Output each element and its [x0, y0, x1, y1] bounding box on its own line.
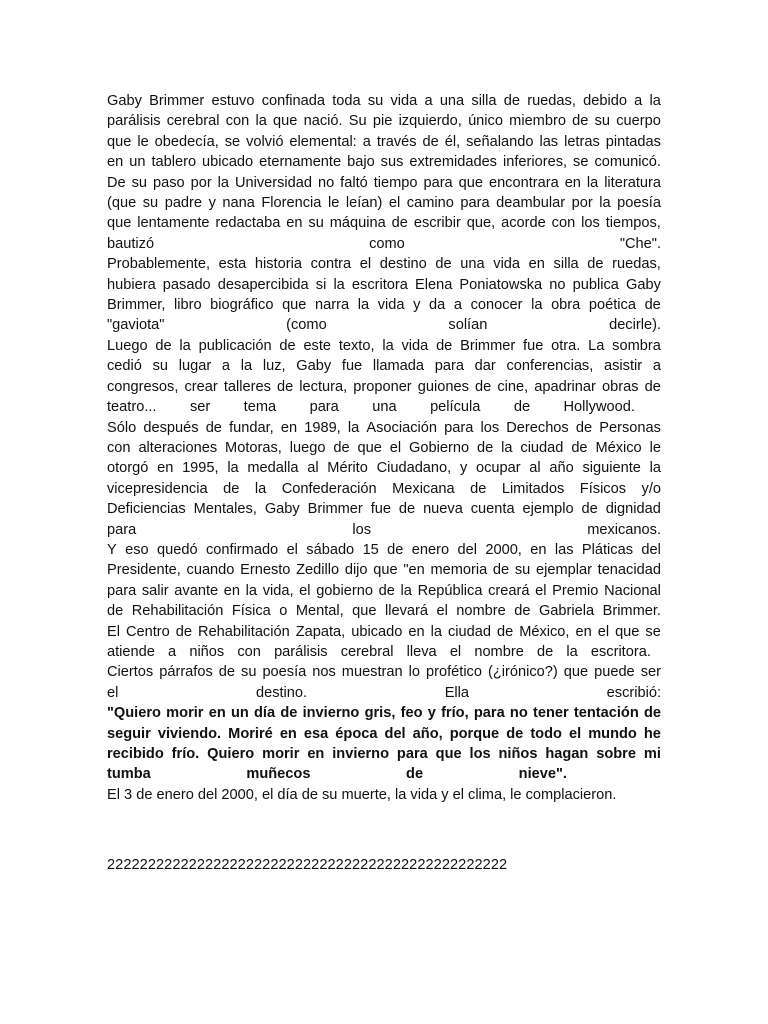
text-line: congresos, crear talleres de lectura, proponer guiones de cine, apadrinar obras de	[107, 378, 661, 395]
text-line: en un tablero ubicado eternamente bajo sus extremidades inferiores, se comunicó.	[107, 154, 661, 171]
text-line: Probablemente, esta historia contra el destino de una vida en silla de ruedas,	[107, 256, 661, 273]
text-line: para salir avante en la vida, el gobierno de la República creará el Premio Nacional	[107, 582, 661, 599]
text-line: que lentamente redactaba en su máquina de escribir que, acorde con los tiempos,	[107, 215, 661, 232]
text-line: parálisis cerebral con la que nació. Su pie izquierdo, único miembro de su cuerpo	[107, 113, 661, 130]
text-line: para los mexicanos.	[107, 521, 661, 538]
article-body	[107, 91, 661, 805]
text-line: bautizó como "Che".	[107, 235, 661, 252]
quote-line: recibido frío. Quiero morir en invierno para que los niños hagan sobre mi	[107, 746, 661, 762]
text-line: teatro... ser tema para una película de Hollywood.	[107, 399, 635, 416]
text-line: "gaviota" (como solían decirle).	[107, 317, 661, 334]
text-line: Y eso quedó confirmado el sábado 15 de enero del 2000, en las Pláticas del	[107, 541, 661, 558]
separator-line: 2222222222222222222222222222222222222222222222222	[107, 857, 508, 873]
text-line: Brimmer, libro biográfico que narra la vida y da a conocer la obra poética de	[107, 297, 661, 314]
quote-line: tumba muñecos de nieve".	[107, 766, 567, 783]
text-line: Gaby Brimmer estuvo confinada toda su vida a una silla de ruedas, debido a la	[107, 93, 661, 109]
text-line: Presidente, cuando Ernesto Zedillo dijo que "en memoria de su ejemplar tenacidad	[107, 562, 661, 579]
quote-line: seguir viviendo. Moriré en esa época del año, porque de todo el mundo he	[107, 725, 661, 742]
text-line: hubiera pasado desapercibida si la escritora Elena Poniatowska no publica Gaby	[107, 276, 661, 293]
text-line: que le obedecía, se volvió elemental: a través de él, señalando las letras pintadas	[107, 133, 661, 150]
text-line: cedió su lugar a la luz, Gaby fue llamada para dar conferencias, asistir a	[107, 358, 661, 375]
text-line: Sólo después de fundar, en 1989, la Asociación para los Derechos de Personas	[107, 419, 661, 436]
text-line: vicepresidencia de la Confederación Mexicana de Limitados Físicos y/o	[107, 480, 661, 497]
text-line: Luego de la publicación de este texto, la vida de Brimmer fue otra. La sombra	[107, 337, 661, 354]
text-line: (que su padre y nana Florencia le leían) el camino para deambular por la poesía	[107, 195, 661, 212]
text-line: El Centro de Rehabilitación Zapata, ubicado en la ciudad de México, en el que se	[107, 623, 661, 640]
text-line: Ciertos párrafos de su poesía nos muestran lo profético (¿irónico?) que puede ser	[107, 664, 661, 681]
text-line: otorgó en 1995, la medalla al Mérito Ciudadano, y ocupar al año siguiente la	[107, 460, 661, 477]
text-line: el destino. Ella escribió:	[107, 684, 661, 701]
text-line: De su paso por la Universidad no faltó tiempo para que encontrara en la literatura	[107, 174, 661, 191]
text-line: El 3 de enero del 2000, el día de su muerte, la vida y el clima, le complacieron.	[107, 786, 617, 803]
text-line: con alteraciones Motoras, luego de que el Gobierno de la ciudad de México le	[107, 439, 661, 456]
quote-line: "Quiero morir en un día de invierno gris, feo y frío, para no tener tentación de	[107, 705, 661, 722]
text-line: Deficiencias Mentales, Gaby Brimmer fue de nueva cuenta ejemplo de dignidad	[107, 501, 661, 518]
text-line: de Rehabilitación Física o Mental, que llevará el nombre de Gabriela Brimmer.	[107, 603, 661, 620]
text-line: atiende a niños con parálisis cerebral lleva el nombre de la escritora.	[107, 643, 651, 660]
